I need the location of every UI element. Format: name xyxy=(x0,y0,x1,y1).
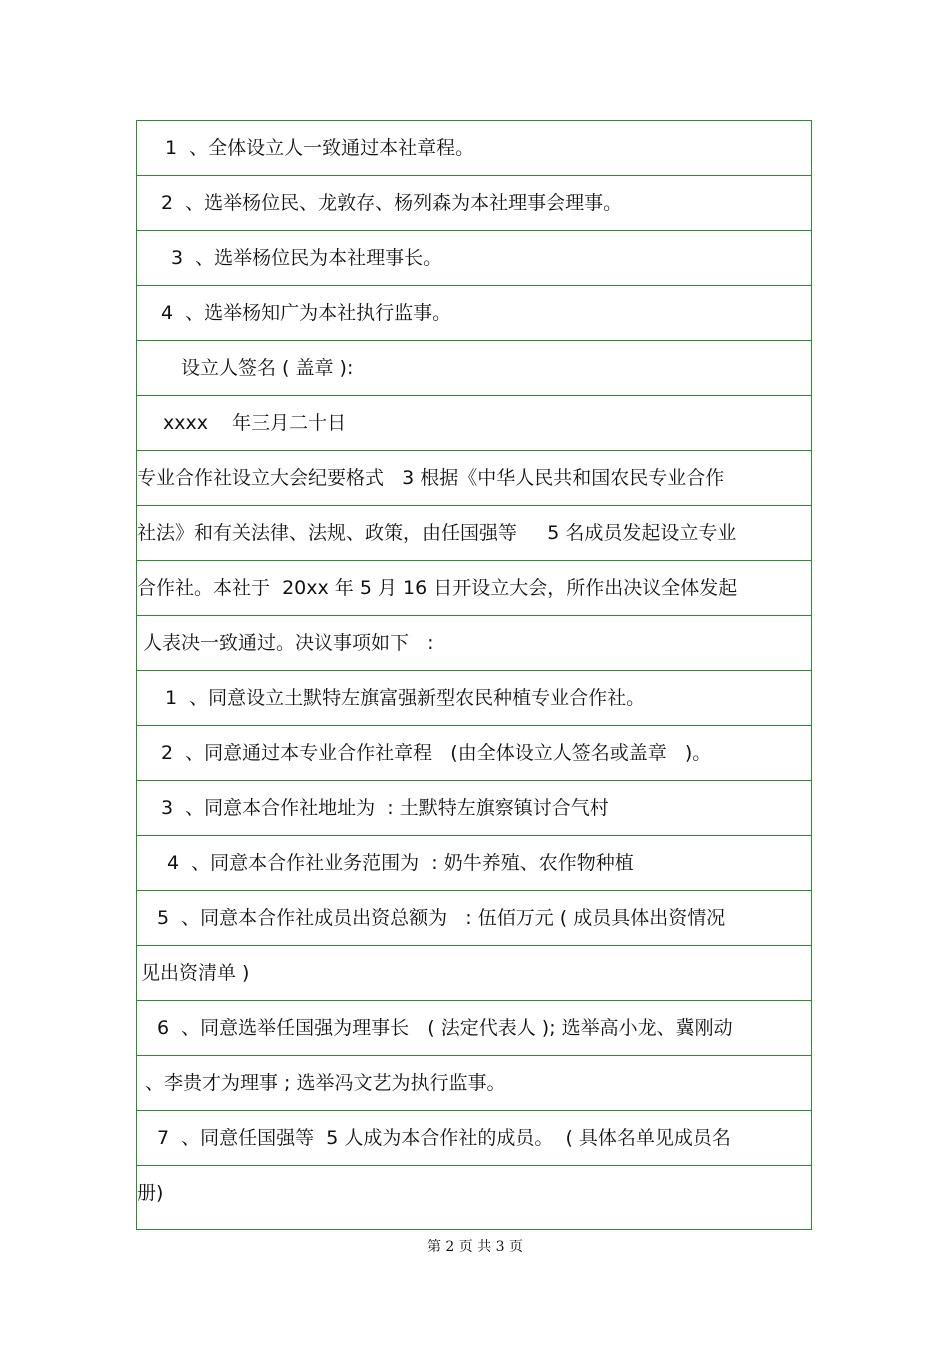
row-text: 专业合作社设立大会纪要格式 3 根据《中华人民共和国农民专业合作 xyxy=(137,467,725,489)
row-text: 社法》和有关法律、法规、政策，由任国强等 5 名成员发起设立专业 xyxy=(137,522,737,544)
table-row xyxy=(137,836,811,891)
table-row xyxy=(137,671,811,726)
table-row xyxy=(137,341,811,396)
row-text: 3 、选举杨位民为本社理事长。 xyxy=(171,247,443,269)
row-text: 人表决一致通过。决议事项如下 : xyxy=(143,632,434,654)
table-row xyxy=(137,396,811,451)
row-text: 见出资清单 ) xyxy=(141,962,250,984)
table-row xyxy=(137,1111,811,1166)
table-row xyxy=(137,451,811,506)
row-text: xxxx 年三月二十日 xyxy=(163,412,347,434)
table-row xyxy=(137,121,811,176)
table-row xyxy=(137,506,811,561)
row-text: 4 、选举杨知广为本社执行监事。 xyxy=(161,302,452,324)
row-text: 2 、同意通过本专业合作社章程 (由全体设立人签名或盖章 )。 xyxy=(161,742,712,764)
table-row xyxy=(137,231,811,286)
page-number-footer: 第 2 页 共 3 页 xyxy=(426,1239,524,1255)
table-row xyxy=(137,891,811,946)
row-text: 3 、同意本合作社地址为 : 土默特左旗察镇讨合气村 xyxy=(161,797,609,819)
row-text: 7 、同意任国强等 5 人成为本合作社的成员。 ( 具体名单见成员名 xyxy=(157,1127,731,1149)
row-text: 合作社。本社于 20xx 年 5 月 16 日开设立大会，所作出决议全体发起 xyxy=(137,577,738,599)
row-text: 1 、同意设立土默特左旗富强新型农民种植专业合作社。 xyxy=(165,687,646,709)
table-row xyxy=(137,176,811,231)
document-table xyxy=(136,120,812,1230)
row-text: 册) xyxy=(137,1182,164,1204)
table-row xyxy=(137,781,811,836)
table-row xyxy=(137,286,811,341)
table-row xyxy=(137,616,811,671)
row-text: 4 、同意本合作社业务范围为 : 奶牛养殖、农作物种植 xyxy=(167,852,634,874)
table-row xyxy=(137,561,811,616)
row-text: 2 、选举杨位民、龙敦存、杨列森为本社理事会理事。 xyxy=(161,192,623,214)
table-row xyxy=(137,1056,811,1111)
row-text: 6 、同意选举任国强为理事长 ( 法定代表人 ); 选举高小龙、冀刚动 xyxy=(157,1017,733,1039)
table-row xyxy=(137,726,811,781)
row-text: 1 、全体设立人一致通过本社章程。 xyxy=(165,137,475,159)
row-text: 、李贵才为理事 ; 选举冯文艺为执行监事。 xyxy=(145,1072,506,1094)
row-text: 5 、同意本合作社成员出资总额为 : 伍佰万元 ( 成员具体出资情况 xyxy=(157,907,726,929)
table-row xyxy=(137,946,811,1001)
row-text: 设立人签名 ( 盖章 ): xyxy=(181,357,354,379)
table-row xyxy=(137,1001,811,1056)
table-row xyxy=(137,1166,811,1221)
